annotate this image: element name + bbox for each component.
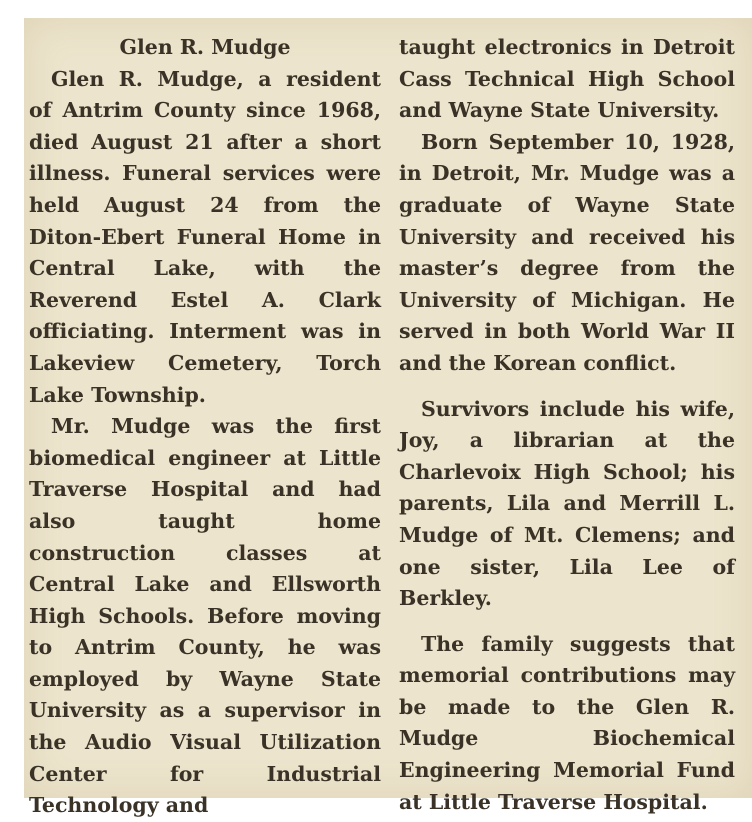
obituary-paragraph-3: Born September 10, 1928, in Detroit, Mr. Mudge was a graduate of Wayne State University and received his master’s degree from the University of Michigan. He served in both World War II and the Korean conflict.: [399, 129, 735, 375]
obituary-headline: Glen R. Mudge: [119, 35, 291, 59]
obituary-paragraph-4: Survivors include his wife, Joy, a librarian at the Charlevoix High School; his parents, Lila and Merrill L. Mudge of Mt. Clemens; and one sister, Lila Lee of Berkley.: [399, 396, 735, 611]
left-column: [29, 32, 381, 822]
obituary-paragraph-1: Glen R. Mudge, a resident of Antrim County since 1968, died August 21 after a short illness. Funeral services were held August 24 from the Diton-Ebert Funeral Home in Central Lake, with the Reverend Estel A. Clark officiating. Interment was in Lakeview Cemetery, Torch Lake Township.: [29, 66, 381, 407]
obituary-paragraph-5: The family suggests that memorial contributions may be made to the Glen R. Mudge Biochemical Engineering Memorial Fund at Little Traverse Hospital.: [399, 631, 735, 814]
obituary-paragraph-2: Mr. Mudge was the first biomedical engineer at Little Traverse Hospital and had also taught home construction classes at Central Lake and Ellsworth High Schools. Before moving to Antrim County, he was employed by Wayne State University as a supervisor in the Audio Visual Utilization Center for Industrial Technology and: [29, 414, 381, 818]
obituary-paragraph-2-continued: taught electronics in Detroit Cass Technical High School and Wayne State University.: [399, 35, 735, 123]
right-column: [399, 32, 735, 818]
newspaper-clipping: [24, 18, 752, 818]
